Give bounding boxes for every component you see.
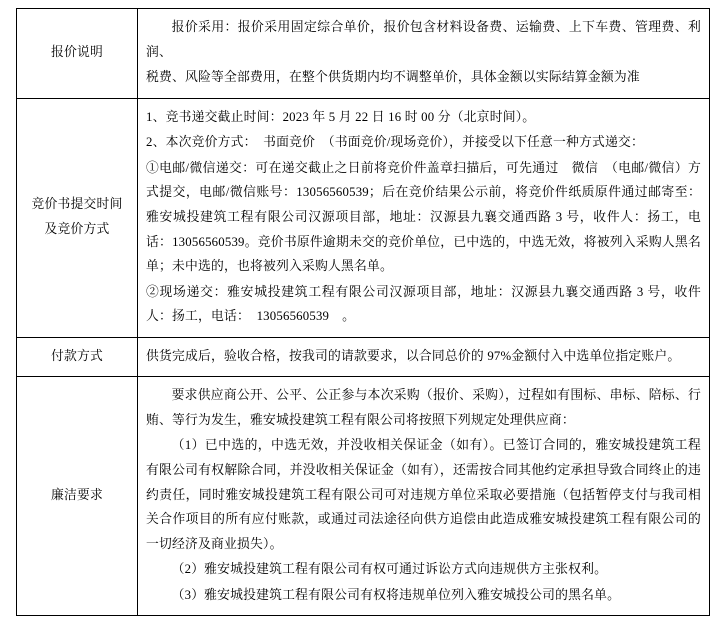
paragraph: （3）雅安城投建筑工程有限公司有权将违规单位列入雅安城投公司的黑名单。 [171,587,621,602]
paragraph: ①电邮/微信递交：可在递交截止之日前将竞价件盖章扫描后，可先通过 微信 （电邮/微信）方式提交，电邮/微信账号：13056560539；后在竞价结果公示前，将竞价件纸质原件通过邮寄至：雅安城投建筑工程有限公司汉源项目部，地址：汉源县九襄交通西路 3 号，收件人：扬工，电话：13056560539。竞价书原件逾期未交的竞价单位，已中选的，中选无效，将被列入采购人黑名单；未中选的，也将被列入采购人黑名单。 [146,160,701,274]
paragraph: 2、本次竞价方式： 书面竞价 （书面竞价/现场竞价），并接受以下任意一种方式递交： [146,135,645,150]
row-label-submission-line1: 竞价书提交时间 [31,197,123,212]
paragraph: 供货完成后，验收合格，按我司的请款要求，以合同总价的 97%金额付入中选单位指定账户。 [146,348,681,363]
paragraph: （1）已中选的，中选无效，并没收相关保证金（如有）。已签订合同的，雅安城投建筑工程有限公司有权解除合同，并没收相关保证金（如有），还需按合同其他约定承担导致合同终止的违约责任，同时雅安城投建筑工程有限公司可对违规方单位采取必要措施（包括暂停支付与我司相关合作项目的所有应付账款，或通过司法途径向供方追偿由此造成雅安城投建筑工程有限公司的一切经济及商业损失）。 [146,438,701,551]
row-content-submission [138,98,710,337]
row-content-integrity [138,377,710,616]
table-row-submission [17,98,710,337]
paragraph: 税费、风险等全部费用，在整个供货期内均不调整单价，具体金额以实际结算金额为准 [146,70,640,85]
paragraph: 要求供应商公开、公平、公正参与本次采购（报价、采购），过程如有围标、串标、陪标、行贿、等行为发生，雅安城投建筑工程有限公司将按照下列规定处理供应商： [146,388,701,427]
row-label-quote-description: 报价说明 [17,9,138,99]
row-label-submission [17,98,138,337]
bid-terms-table [16,8,710,616]
table-row-quote-description [17,9,710,99]
paragraph: 报价采用：报价采用固定综合单价，报价包含材料设备费、运输费、上下车费、管理费、利润、 [146,20,701,59]
row-label-payment: 付款方式 [17,337,138,377]
table-row-payment [17,337,710,377]
table-row-integrity [17,377,710,616]
row-label-submission-line2: 及竞价方式 [44,221,110,236]
row-content-payment [138,337,710,377]
paragraph: 1、竞书递交截止时间：2023 年 5 月 22 日 16 时 00 分（北京时间）。 [146,109,536,124]
row-content-quote-description [138,9,710,99]
row-label-integrity: 廉洁要求 [17,377,138,616]
paragraph: （2）雅安城投建筑工程有限公司有权可通过诉讼方式向违规供方主张权利。 [171,562,608,577]
paragraph: ②现场递交：雅安城投建筑工程有限公司汉源项目部，地址：汉源县九襄交通西路 3 号，收件人：扬工，电话： 13056560539 。 [146,284,701,324]
